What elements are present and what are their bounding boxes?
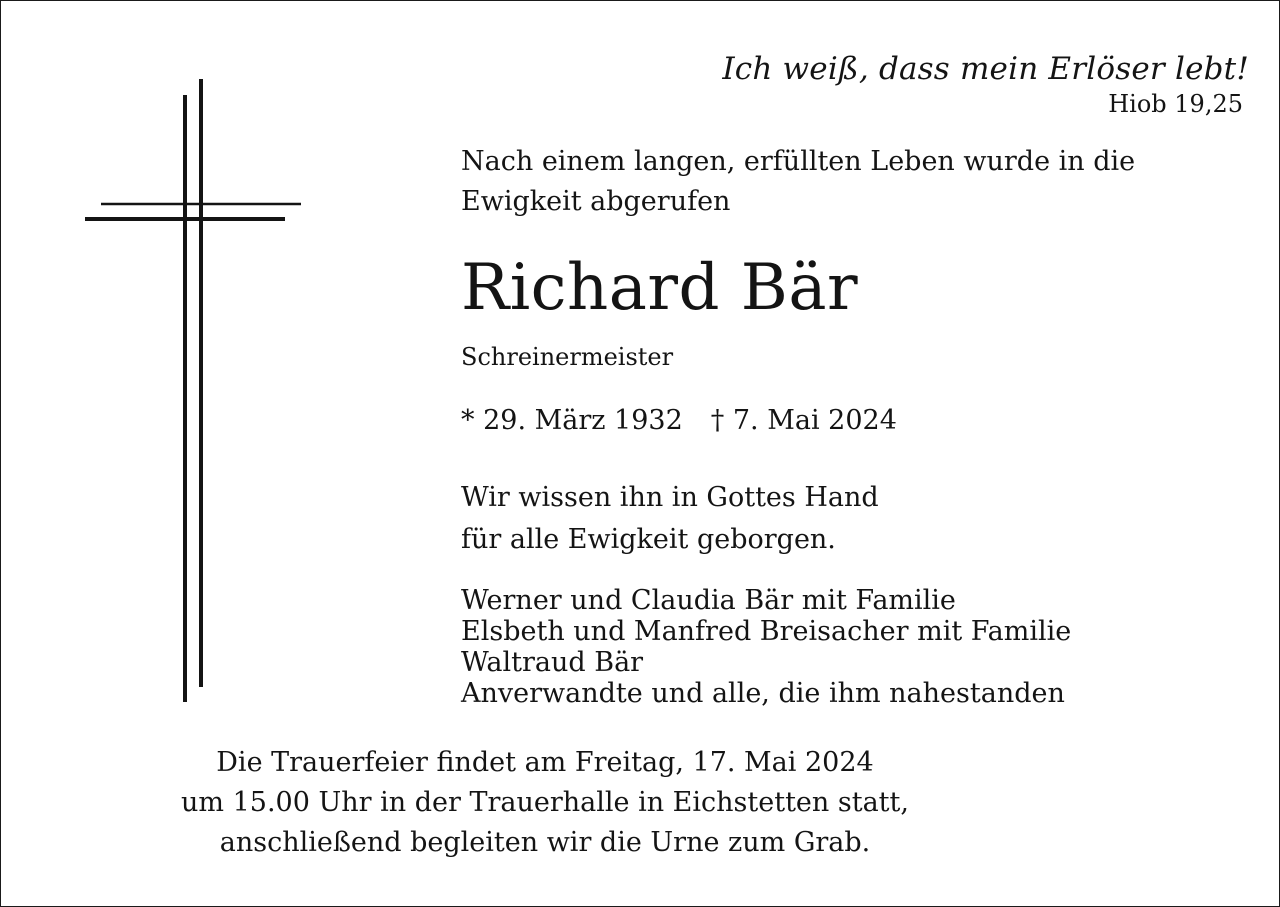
cross-icon xyxy=(1,1,321,721)
funeral-ceremony-info xyxy=(0,743,1185,863)
verse-reference: Hiob 19,25 xyxy=(1108,90,1243,118)
mourners-list xyxy=(461,585,1071,709)
bible-verse xyxy=(722,49,1249,119)
ceremony-line: Die Trauerfeier findet am Freitag, 17. Mai 2024 xyxy=(216,747,874,778)
deceased-profession: Schreinermeister xyxy=(461,343,674,371)
death-date: † 7. Mai 2024 xyxy=(710,405,897,436)
quote-line: Wir wissen ihn in Gottes Hand xyxy=(461,482,879,513)
mourner-line: Elsbeth und Manfred Breisacher mit Familie xyxy=(461,616,1072,647)
mourner-line: Waltraud Bär xyxy=(461,647,644,678)
ceremony-line: anschließend begleiten wir die Urne zum Grab. xyxy=(219,827,871,858)
birth-date: * 29. März 1932 xyxy=(461,405,683,436)
memorial-quote xyxy=(461,477,879,561)
mourner-line: Anverwandte und alle, die ihm nahestanden xyxy=(461,678,1065,709)
verse-text: Ich weiß, dass mein Erlöser lebt! xyxy=(722,51,1249,87)
deceased-name: Richard Bär xyxy=(461,251,859,325)
ceremony-line: um 15.00 Uhr in der Trauerhalle in Eichstetten statt, xyxy=(181,787,909,818)
intro-text: Nach einem langen, erfüllten Leben wurde in die Ewigkeit abgerufen xyxy=(461,146,1136,217)
mourner-line: Werner und Claudia Bär mit Familie xyxy=(461,585,956,616)
life-dates xyxy=(461,401,897,441)
quote-line: für alle Ewigkeit geborgen. xyxy=(461,524,836,555)
